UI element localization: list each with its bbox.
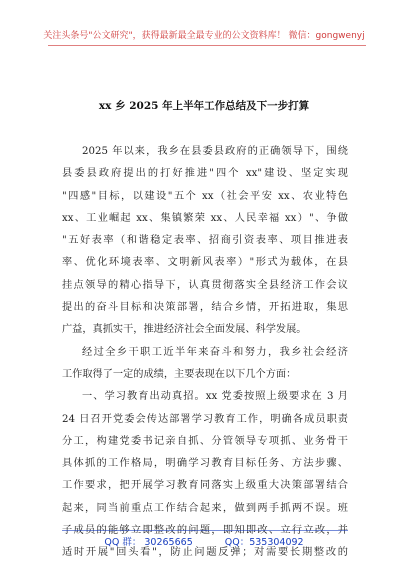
body-line: "四感"目标，以建设"五个 xx（社会平安 xx、农业特色 [62,190,348,202]
body-line: 分工，构建党委书记亲自抓、分管领导专项抓、业务骨干 [62,435,348,447]
body-line: 具体抓的工作格局，明确学习教育目标任务、方法步骤、 [62,458,348,470]
body-line: 24 日召开党委会传达部署学习教育工作，明确各成员职责 [62,413,348,425]
footer-contacts [0,534,408,548]
body-line: 工作取得了一定的成绩，主要表现在以下几个方面： [62,368,297,380]
body-line: 广益，真抓实干，推进经济社会全面发展、科学发展。 [62,324,307,336]
body-line: 起来，同当前重点工作结合起来，做到两手抓两不误。班 [62,502,348,514]
body-line: 县委县政府提出的打好推进"四个 xx"建设、坚定实现 [62,168,348,180]
body-line: 一、学习教育出动真招。xx 党委按照上级要求在 3 月 [82,391,348,403]
body-line: 提出的奋斗目标和决策部署，结合乡情，开拓进取，集思 [62,302,348,314]
body-line: "五好表率（和谐稳定表率、招商引资表率、项目推进表 [62,235,348,247]
body-line: 率、优化环境表率、文明新风表率）"形式为载体，在县 [62,257,348,269]
footer-qq-group: QQ 群： 30265665 [104,537,193,548]
body-line: xx、工业崛起 xx、集镇繁荣 xx、人民幸福 xx）"、争做 [62,212,348,224]
body-line: 挂点领导的精心指导下，认真贯彻落实全县经济工作会议 [62,279,348,291]
document-body [62,141,348,565]
body-line: 适时开展"回头看"，防止问题反弹；对需要长期整改的 [62,547,348,559]
footer-divider [62,530,348,531]
footer-qq-number: QQ：535304092 [224,537,304,548]
header-notice: 关注头条号"公文研究"，获得最新最全最专业的公文资料库！ 微信：gongwenyj [43,31,365,41]
header-divider [48,45,366,46]
body-line: 工作要求，把开展学习教育同落实上级重大决策部署结合 [62,480,348,492]
document-title: xx 乡 2025 年上半年工作总结及下一步打算 [98,100,310,112]
body-line: 经过全乡干职工近半年来奋斗和努力，我乡社会经济 [82,346,348,358]
body-line: 2025 年以来，我乡在县委县政府的正确领导下，围绕 [82,146,348,157]
